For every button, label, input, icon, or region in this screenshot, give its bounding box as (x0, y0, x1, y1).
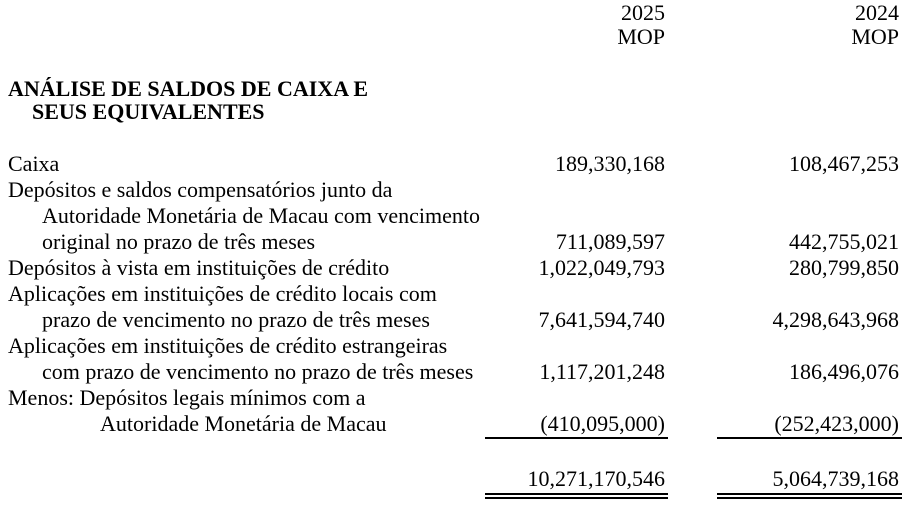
year-header-row (0, 1, 902, 25)
currency-header-row (0, 25, 902, 49)
section-title-line2: SEUS EQUIVALENTES (32, 99, 265, 124)
row-label: Autoridade Monetária de Macau com vencimento (42, 203, 481, 228)
value-2025: 7,641,594,740 (538, 307, 665, 332)
table-row-aplicacoes-estrangeiras-1 (0, 333, 902, 359)
row-label: com prazo de vencimento no prazo de três meses (42, 359, 474, 384)
value-2025: 189,330,168 (555, 151, 665, 176)
table-row-aplicacoes-estrangeiras-2 (0, 359, 902, 385)
table-row-depositos-saldos-2 (0, 203, 902, 229)
total-2024: 5,064,739,168 (717, 466, 902, 495)
value-2025: 1,022,049,793 (538, 255, 665, 280)
table-row-depositos-saldos-3 (0, 229, 902, 255)
table-row-depositos-saldos-1 (0, 177, 902, 203)
value-2025: (410,095,000) (485, 411, 668, 439)
totals-section (0, 466, 902, 495)
row-label: Depósitos à vista em instituições de crédito (8, 255, 390, 280)
row-label: original no prazo de três meses (42, 229, 316, 254)
row-label: Autoridade Monetária de Macau (100, 411, 387, 436)
row-label: Caixa (8, 151, 60, 176)
table-row-menos-1 (0, 385, 902, 411)
row-label: Depósitos e saldos compensatórios junto da (8, 177, 393, 202)
totals-row (0, 466, 902, 495)
section-title-line1: ANÁLISE DE SALDOS DE CAIXA E (8, 76, 369, 101)
value-2025: 711,089,597 (555, 229, 665, 254)
value-2024: 4,298,643,968 (772, 307, 899, 332)
total-2025: 10,271,170,546 (485, 466, 668, 495)
row-label: Aplicações em instituições de crédito locais com (8, 281, 437, 306)
value-2024: (252,423,000) (717, 411, 902, 439)
statement-table (0, 151, 902, 439)
value-2024: 186,496,076 (789, 359, 899, 384)
column-header-currency-2024: MOP (851, 24, 899, 49)
table-row-caixa (0, 151, 902, 177)
row-label: Menos: Depósitos legais mínimos com a (8, 385, 366, 410)
column-header-year-2025: 2025 (621, 0, 665, 25)
column-header-year-2024: 2024 (855, 0, 899, 25)
table-row-depositos-vista (0, 255, 902, 281)
value-2024: 442,755,021 (789, 229, 899, 254)
row-label: prazo de vencimento no prazo de três meses (42, 307, 430, 332)
column-header-currency-2025: MOP (617, 24, 665, 49)
value-2024: 108,467,253 (789, 151, 899, 176)
column-headers (0, 1, 902, 49)
value-2025: 1,117,201,248 (539, 359, 665, 384)
table-row-menos-2 (0, 411, 902, 439)
value-2024: 280,799,850 (789, 255, 899, 280)
table-row-aplicacoes-locais-1 (0, 281, 902, 307)
section-title (8, 77, 368, 123)
table-row-aplicacoes-locais-2 (0, 307, 902, 333)
row-label: Aplicações em instituições de crédito estrangeiras (8, 333, 448, 358)
